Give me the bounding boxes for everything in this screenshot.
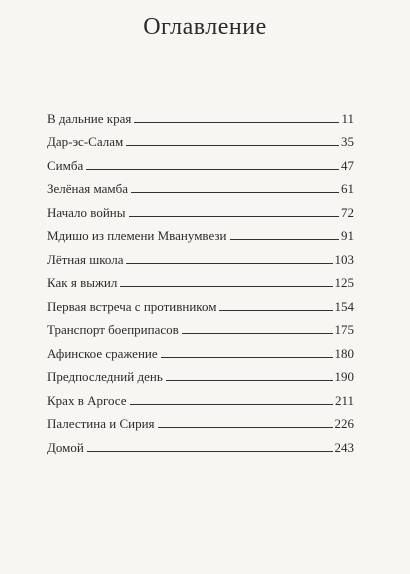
table-of-contents xyxy=(47,102,354,455)
toc-entry-title: Дар-эс-Салам xyxy=(47,134,124,149)
toc-entry-page: 190 xyxy=(334,369,354,384)
toc-entry-page: 243 xyxy=(334,439,354,455)
toc-entry xyxy=(47,102,354,126)
page-title: Оглавление xyxy=(143,14,267,40)
toc-entry-title: В дальние края xyxy=(47,110,132,126)
toc-entry xyxy=(47,196,354,220)
toc-leader-line xyxy=(129,216,340,217)
toc-leader-line xyxy=(161,357,333,358)
toc-leader-line xyxy=(86,169,339,170)
toc-entry-page: 125 xyxy=(334,275,354,290)
toc-entry-page: 180 xyxy=(334,345,354,361)
toc-entry xyxy=(47,408,354,432)
toc-leader-line xyxy=(126,263,332,264)
toc-entry-title: Мдишо из племени Мванумвези xyxy=(47,228,227,243)
toc-leader-line xyxy=(219,310,332,311)
toc-entry-page: 91 xyxy=(341,228,354,243)
toc-entry xyxy=(47,173,354,197)
toc-entry-title: Домой xyxy=(47,439,84,455)
toc-entry-page: 175 xyxy=(334,322,354,337)
toc-entry xyxy=(47,361,354,385)
toc-entry-page: 103 xyxy=(334,251,354,267)
toc-entry-title: Начало войны xyxy=(47,204,126,220)
toc-entry xyxy=(47,290,354,314)
toc-leader-line xyxy=(120,286,332,287)
toc-leader-line xyxy=(131,192,339,193)
toc-entry xyxy=(47,126,354,150)
toc-leader-line xyxy=(166,380,333,381)
toc-entry xyxy=(47,314,354,338)
toc-entry-page: 35 xyxy=(341,134,354,149)
toc-entry-title: Транспорт боеприпасов xyxy=(47,322,179,337)
toc-entry xyxy=(47,220,354,244)
toc-entry xyxy=(47,149,354,173)
toc-entry-page: 61 xyxy=(341,181,354,196)
toc-entry xyxy=(47,431,354,455)
toc-entry xyxy=(47,337,354,361)
toc-entry xyxy=(47,384,354,408)
toc-leader-line xyxy=(230,239,340,240)
toc-entry xyxy=(47,243,354,267)
toc-entry-title: Как я выжил xyxy=(47,275,118,290)
toc-entry-title: Афинское сражение xyxy=(47,345,158,361)
toc-entry-title: Зелёная мамба xyxy=(47,181,129,196)
toc-leader-line xyxy=(134,122,339,123)
toc-entry-page: 226 xyxy=(334,416,354,431)
toc-entry-title: Крах в Аргосе xyxy=(47,392,127,408)
toc-entry-title: Лётная школа xyxy=(47,251,124,267)
toc-leader-line xyxy=(87,451,333,452)
toc-entry-title: Симба xyxy=(47,157,84,173)
toc-entry-page: 154 xyxy=(334,298,354,314)
toc-entry-page: 47 xyxy=(341,157,354,173)
toc-entry-page: 11 xyxy=(341,110,354,126)
toc-leader-line xyxy=(126,145,339,146)
toc-entry-page: 211 xyxy=(334,392,354,408)
toc-leader-line xyxy=(182,333,333,334)
toc-entry-title: Первая встреча с противником xyxy=(47,298,217,314)
toc-entry-title: Палестина и Сирия xyxy=(47,416,155,431)
toc-entry-title: Предпоследний день xyxy=(47,369,163,384)
toc-entry-page: 72 xyxy=(341,204,354,220)
toc-entry xyxy=(47,267,354,291)
toc-leader-line xyxy=(158,427,333,428)
toc-leader-line xyxy=(130,404,333,405)
